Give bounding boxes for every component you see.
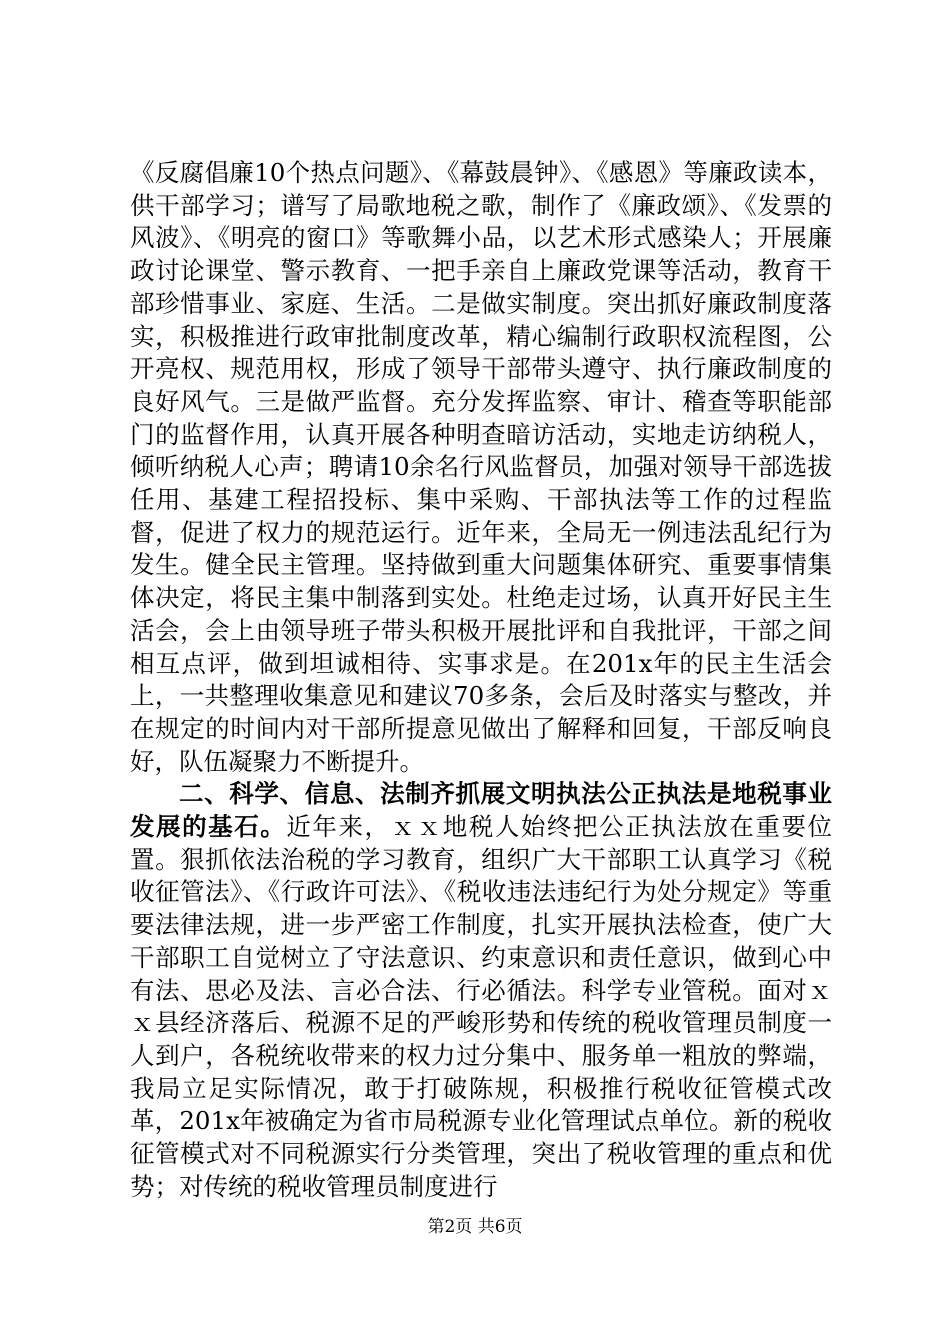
document-body	[130, 157, 832, 1204]
paragraph-2	[130, 778, 832, 1203]
page-footer: 第2页 共6页	[427, 1217, 523, 1237]
section-heading: 二、科学、信息、法制齐抓展文明执法公正执法是地税事业发展的基石。	[130, 779, 832, 842]
paragraph-2-body: 近年来，ｘｘ地税人始终把公正执法放在重要位置。狠抓依法治税的学习教育，组织广大干部职工认真学习《税收征管法》、《行政许可法》、《税收违法违纪行为处分规定》等重要法律法规，进一步严密工作制度，扎实开展执法检查，使广大干部职工自觉树立了守法意识、约束意识和责任意识，做到心中有法、思必及法、言必合法、行必循法。科学专业管税。面对ｘｘ县经济落后、税源不足的严峻形势和传统的税收管理员制度一人到户，各税统收带来的权力过分集中、服务单一粗放的弊端，我局立足实际情况，敢于打破陈规，积极推行税收征管模式改革，201x年被确定为省市局税源专业化管理试点单位。新的税收征管模式对不同税源实行分类管理，突出了税收管理的重点和优势；对传统的税收管理员制度进行	[130, 812, 833, 1201]
paragraph-1: 《反腐倡廉10个热点问题》、《幕鼓晨钟》、《感恩》等廉政读本，供干部学习；谱写了局歌地税之歌，制作了《廉政颂》、《发票的风波》、《明亮的窗口》等歌舞小品，以艺术形式感染人；开展廉政讨论课堂、警示教育、一把手亲自上廉政党课等活动，教育干部珍惜事业、家庭、生活。二是做实制度。突出抓好廉政制度落实，积极推进行政审批制度改革，精心编制行政职权流程图，公开亮权、规范用权，形成了领导干部带头遵守、执行廉政制度的良好风气。三是做严监督。充分发挥监察、审计、稽查等职能部门的监督作用，认真开展各种明查暗访活动，实地走访纳税人，倾听纳税人心声；聘请10余名行风监督员，加强对领导干部选拔任用、基建工程招投标、集中采购、干部执法等工作的过程监督，促进了权力的规范运行。近年来，全局无一例违法乱纪行为发生。健全民主管理。坚持做到重大问题集体研究、重要事情集体决定，将民主集中制落到实处。杜绝走过场，认真开好民主生活会，会上由领导班子带头积极开展批评和自我批评，干部之间相互点评，做到坦诚相待、实事求是。在201x年的民主生活会上，一共整理收集意见和建议70多条，会后及时落实与整改，并在规定的时间内对干部所提意见做出了解释和回复，干部反响良好，队伍凝聚力不断提升。	[130, 158, 832, 776]
